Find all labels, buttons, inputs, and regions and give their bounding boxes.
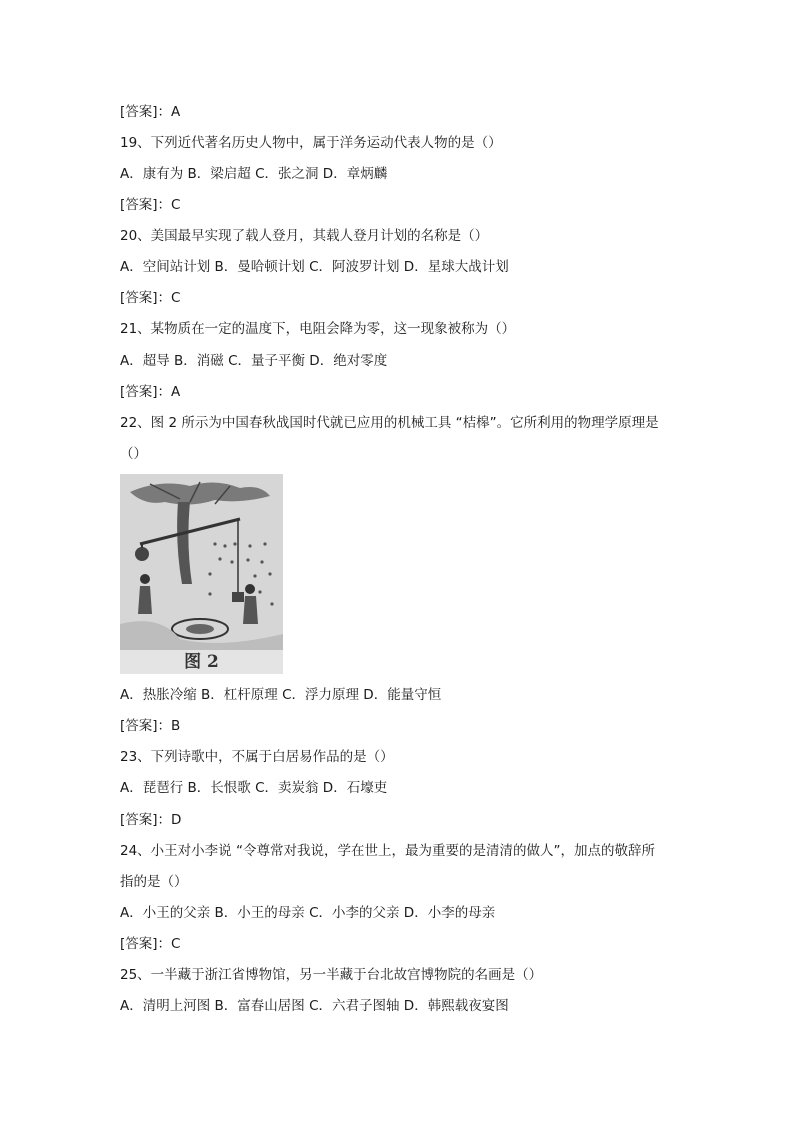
question-19: 19、下列近代著名历史人物中，属于洋务运动代表人物的是（）	[120, 135, 502, 151]
answer-23: [答案]：D	[120, 812, 182, 828]
options-24: A．小王的父亲 B．小王的母亲 C．小李的父亲 D．小李的母亲	[120, 905, 496, 921]
options-19: A．康有为 B．梁启超 C．张之洞 D．章炳麟	[120, 166, 388, 182]
options-23: A．琵琶行 B．长恨歌 C．卖炭翁 D．石壕吏	[120, 780, 388, 796]
question-22-continued: （）	[120, 446, 147, 462]
question-24-continued: 指的是（）	[120, 874, 188, 890]
question-25: 25、一半藏于浙江省博物馆，另一半藏于台北故宫博物院的名画是（）	[120, 967, 543, 983]
question-24: 24、小王对小李说 “令尊常对我说，学在世上，最为重要的是清清的做人”，加点的敬辞所	[120, 843, 655, 859]
answer-20: [答案]：C	[120, 290, 181, 306]
figure-caption: 图 2	[184, 652, 219, 672]
options-20: A．空间站计划 B．曼哈顿计划 C．阿波罗计划 D．星球大战计划	[120, 259, 509, 275]
options-21: A．超导 B．消磁 C．量子平衡 D．绝对零度	[120, 353, 388, 369]
answer-18: [答案]：A	[120, 104, 181, 120]
question-23: 23、下列诗歌中，不属于白居易作品的是（）	[120, 749, 394, 765]
answer-22: [答案]：B	[120, 718, 181, 734]
shadoof-drawing-icon	[120, 474, 283, 674]
answer-21: [答案]：A	[120, 384, 181, 400]
figure-2-illustration	[120, 474, 283, 674]
question-22: 22、图 2 所示为中国春秋战国时代就已应用的机械工具 “桔槔”。它所利用的物理学原理是	[120, 415, 659, 431]
options-25: A．清明上河图 B．富春山居图 C．六君子图轴 D．韩熙载夜宴图	[120, 998, 509, 1014]
answer-24: [答案]：C	[120, 936, 181, 952]
options-22: A．热胀冷缩 B．杠杆原理 C．浮力原理 D．能量守恒	[120, 687, 442, 703]
question-20: 20、美国最早实现了载人登月，其载人登月计划的名称是（）	[120, 228, 489, 244]
question-21: 21、某物质在一定的温度下，电阻会降为零，这一现象被称为（）	[120, 321, 516, 337]
answer-19: [答案]：C	[120, 197, 181, 213]
